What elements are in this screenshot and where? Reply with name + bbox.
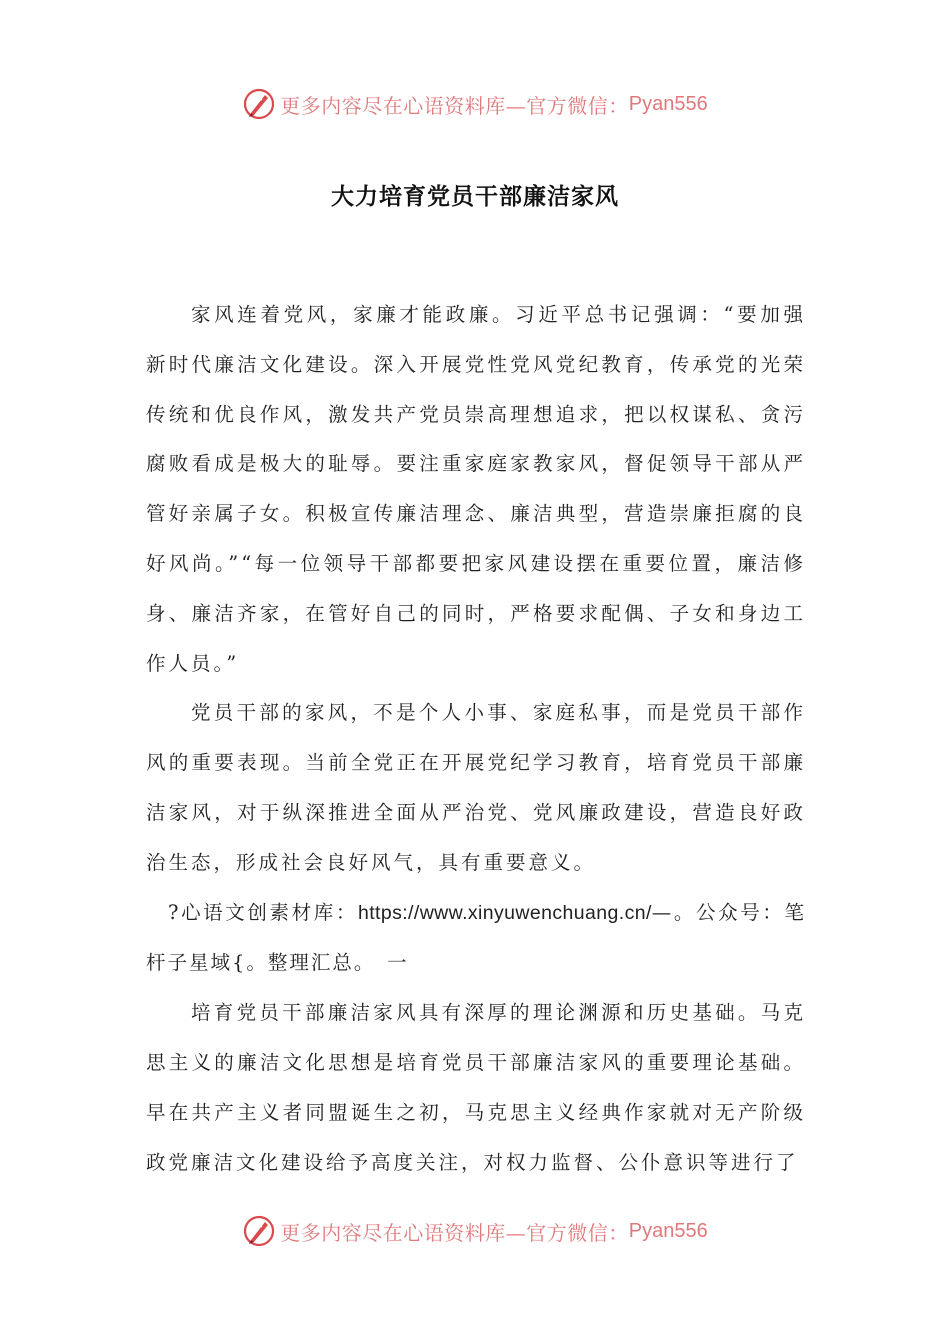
- document-title: 大力培育党员干部廉洁家风: [331, 184, 619, 210]
- header-banner-wechat: Pyan556: [628, 92, 708, 115]
- paragraph-3: 培育党员干部廉洁家风具有深厚的理论渊源和历史基础。马克思主义的廉洁文化思想是培育党员干部廉洁家风的重要理论基础。早在共产主义者同盟诞生之初，马克思主义经典作家就对无产阶级政党廉洁文化建设给予高度关注，对权力监督、公仆意识等进行了: [146, 1001, 806, 1174]
- ad-prefix: ?心语文创素材库：: [168, 900, 358, 924]
- footer-banner-wechat: Pyan556: [628, 1219, 708, 1242]
- ad-url-link[interactable]: https://www.xinyuwenchuang.cn/: [357, 901, 652, 924]
- footer-banner-text: 更多内容尽在心语资料库—官方微信：: [280, 1220, 629, 1245]
- ad-paragraph: [146, 888, 806, 989]
- document-body: [146, 290, 806, 1187]
- footer-banner: [0, 1211, 950, 1251]
- header-banner: [0, 84, 950, 124]
- ad-suffix: —。公众号：笔杆子星域{。整理汇总。 一: [146, 900, 806, 975]
- header-banner-text: 更多内容尽在心语资料库—官方微信：: [280, 93, 629, 118]
- paragraph-1: 家风连着党风，家廉才能政廉。习近平总书记强调：“要加强新时代廉洁文化建设。深入开展党性党风党纪教育，传承党的光荣传统和优良作风，激发共产党员崇高理想追求，把以权谋私、贪污腐败看成是极大的耻辱。要注重家庭家教家风，督促领导干部从严管好亲属子女。积极宣传廉洁理念、廉洁典型，营造崇廉拒腐的良好风尚。”“每一位领导干部都要把家风建设摆在重要位置，廉洁修身、廉洁齐家，在管好自己的同时，严格要求配偶、子女和身边工作人员。”: [146, 303, 806, 675]
- pen-logo-icon: [242, 1214, 276, 1248]
- pen-logo-icon: [242, 87, 276, 121]
- paragraph-2: 党员干部的家风，不是个人小事、家庭私事，而是党员干部作风的重要表现。当前全党正在开展党纪学习教育，培育党员干部廉洁家风，对于纵深推进全面从严治党、党风廉政建设，营造良好政治生态，形成社会良好风气，具有重要意义。: [146, 701, 806, 874]
